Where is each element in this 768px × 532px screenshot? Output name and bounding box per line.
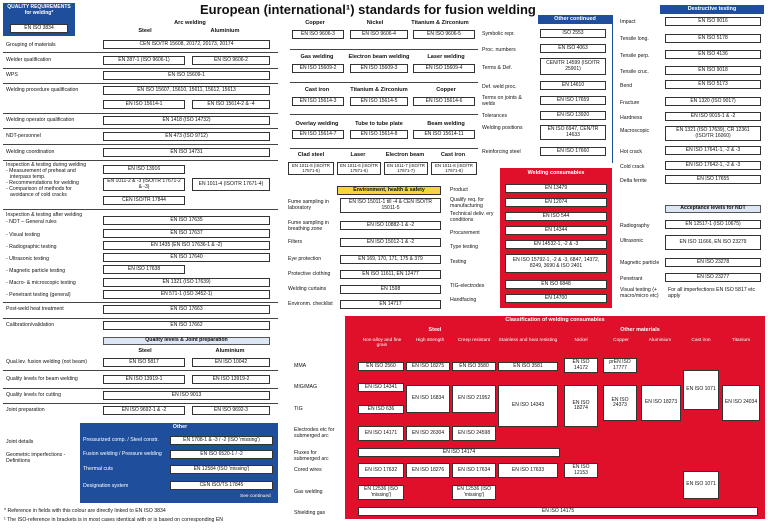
class-col-header: Nickel	[574, 338, 588, 343]
class-cell-mt_8: EN ISO 1071	[683, 370, 719, 410]
ndt-personnel-value: EN 473 (ISO 9712)	[103, 132, 270, 141]
prod-7: TIG-electrodes	[450, 283, 485, 289]
label-coordination: Welding coordination	[6, 149, 55, 155]
prod-6-value: EN ISO 15792-1, -2 & -3, 6847, 14372, 8249, 3690 & ISO 2401	[505, 254, 607, 273]
insp-line-2: interpass temp.	[10, 174, 46, 180]
label-woq: Welding operator qualification	[6, 117, 75, 123]
dt-5: Bend	[620, 83, 633, 89]
label-inspection-during: Inspection & testing during welding	[6, 162, 87, 168]
after-line-6: - Macro- & microscopic testing	[6, 280, 76, 286]
ehs-f1: Fume sampling in laboratory	[288, 199, 329, 211]
ehs-f2-value: EN ISO 10882-1 & -2	[340, 221, 441, 230]
quality-requirements-title: QUALITY REQUIREMENTS for welding*	[7, 4, 71, 16]
mid-nickel: Nickel	[366, 20, 384, 26]
prod-4: Procurement	[450, 230, 480, 236]
classification-title: Classification of welding consumables	[505, 317, 605, 323]
wpq-steel-value: EN ISO 15614-1	[103, 100, 185, 109]
label-calibration: Calibration/validation	[6, 322, 55, 328]
wps-value: EN ISO 15609-1	[103, 71, 270, 80]
na-2-value: EN ISO 11666, EN ISO 23279	[665, 235, 761, 250]
insp-v4: CEN ISO/TR 17844	[103, 196, 185, 205]
class-cell-shield: EN ISO 14175	[358, 507, 758, 516]
class-cell-mt_2: EN ISO 16834	[406, 385, 450, 413]
insp-line-1: - Measurement of preheat and	[6, 168, 76, 174]
class-cell-mt_9: EN ISO 24034	[722, 385, 760, 421]
dt-8: Macroscopic	[620, 128, 650, 134]
after-v3: EN 1435 (EN ISO 17636-1 & -2)	[103, 241, 270, 250]
ql-steel-header: Steel	[138, 348, 152, 354]
dt-10: Cold crack	[620, 164, 645, 170]
ql-row1-steel: EN ISO 5817	[103, 358, 185, 367]
arc-welding-header: Arc welding	[174, 20, 206, 26]
after-line-7: - Penetrant testing (general)	[6, 292, 71, 298]
mid-k2: EN ISO 15614-5	[350, 97, 408, 106]
ql-row2-al: EN ISO 13919-2	[192, 375, 270, 384]
mid-tiz: Titanium & Zirconium	[350, 87, 408, 93]
pwht-value: EN ISO 17663	[103, 305, 270, 314]
insp-line-4: - Comparison of methods for	[6, 186, 72, 192]
ehs-f3: Filters	[288, 239, 303, 245]
after-line-5: - Magnetic particle testing	[6, 268, 66, 274]
after-line-1: - NDT – General rules	[6, 219, 57, 225]
author: Mathias Lundin, Swedish Welding Commission, December 2012	[578, 521, 726, 527]
sym-4-value: EN 14610	[540, 81, 606, 90]
calibration-value: EN ISO 17662	[103, 321, 270, 330]
class-col-header: High strength	[415, 338, 445, 343]
insp-v1: EN ISO 13916	[103, 165, 185, 174]
wpq-value: EN ISO 15607, 15610, 15611, 15612, 15613	[103, 86, 270, 95]
mid-gas: Gas welding	[300, 54, 334, 60]
ql-row3-label: Quality levels for cutting	[6, 392, 62, 398]
class-cell-mt_6: EN ISO 24373	[603, 385, 637, 421]
prod-8-value: EN 14700	[505, 294, 607, 303]
ql-row3-value: EN ISO 9013	[103, 391, 270, 400]
class-cell-cw_1: EN ISO 17632	[358, 463, 404, 478]
prod-7-value: EN ISO 6848	[505, 280, 607, 289]
dt-11: Delta ferrite	[620, 178, 647, 184]
prod-2-value: EN 12074	[505, 198, 607, 207]
na-4-value: EN ISO 23277	[665, 273, 761, 282]
class-row-label: Electrodes etc for submerged arc	[294, 427, 335, 439]
na-2: Ultrasonic	[620, 238, 644, 244]
sym-3: Terms & Def.	[482, 65, 512, 71]
label-grouping: Grouping of materials	[6, 42, 56, 48]
other-o3-value: EN 12584 (ISO 'missing')	[170, 465, 273, 474]
na-3-value: EN ISO 23278	[665, 258, 761, 267]
mid-clad: Clad steel	[297, 152, 325, 158]
other-block	[80, 423, 278, 503]
other-o3: Thermal cuts	[83, 466, 113, 472]
class-cell-cw_4: EN ISO 17633	[498, 463, 558, 478]
dt-3-value: EN ISO 4136	[665, 50, 761, 59]
class-cell-mt_7: EN ISO 18273	[641, 385, 681, 421]
class-cell-mma_4: EN ISO 3581	[498, 362, 558, 371]
insp-line-3: - Recommendations for welding	[6, 180, 79, 186]
class-cell-cw_3: EN ISO 17634	[452, 463, 496, 478]
mid-o3: EN ISO 15614-11	[413, 130, 475, 139]
mid-copper: Copper	[305, 20, 325, 26]
insp-line-5: avoidance of cold cracks	[10, 192, 67, 198]
sym-6: Tolerances	[482, 113, 508, 119]
ql-row2-steel: EN ISO 13919-1	[103, 375, 185, 384]
class-cell-mma_1: EN ISO 2560	[358, 362, 404, 371]
arc-aluminium-header: Aluminium	[210, 28, 240, 34]
ql-row4-label: Joint preparation	[6, 407, 45, 413]
mid-las: Laser	[350, 152, 366, 158]
class-col-header: Cast iron	[691, 338, 711, 343]
mid-bw: Beam welding	[427, 121, 465, 127]
class-row-label: Shielding gas	[294, 510, 326, 516]
dt-7: Hardness	[620, 115, 643, 121]
see-continued: See continued	[240, 494, 271, 499]
footnote-2: ¹ The ISO-reference in brackets is in most cases identical with or is based on corresponding EN	[4, 517, 224, 523]
dt-7-value: EN ISO 9015-1 & -2	[665, 112, 761, 121]
other-title: Other	[172, 424, 188, 430]
mid-cu: Copper	[436, 87, 456, 93]
class-cell-sa_1: EN ISO 14171	[358, 426, 404, 441]
other-o1: Pressurized comp. / Steel constr.	[83, 437, 159, 443]
update-line	[422, 522, 521, 528]
sym-8: Reinforcing steel	[482, 149, 521, 155]
class-cell-mma_3: EN ISO 3580	[452, 362, 496, 371]
ehs-f6: Welding curtains	[288, 286, 327, 292]
ndt-accept-header: Acceptance levels for NDT	[665, 205, 761, 213]
other-o2-value: EN ISO 6520-1 / -2	[170, 450, 273, 459]
class-col-header: Copper	[613, 338, 629, 343]
sym-8-value: EN ISO 17660	[540, 147, 606, 156]
class-cell-cw_5: EN ISO 12153	[564, 463, 598, 478]
label-ndt-personnel: NDT-personnel	[6, 133, 41, 139]
mid-d2: EN 1011-6 (ISO/TR 17671-6)	[337, 162, 381, 175]
class-col-header: Stainless and heat resisting	[498, 338, 558, 343]
after-v6: EN 1321 (ISO 17639)	[103, 278, 270, 287]
class-row-label: Gas welding	[294, 489, 323, 495]
mid-laser: Laser welding	[427, 54, 465, 60]
after-v2: EN ISO 17637	[103, 229, 270, 238]
class-row-label: Fluxes for submerged arc	[294, 450, 329, 462]
ehs-f2: Fume sampling in breathing zone	[288, 220, 329, 232]
mid-titanium: Titanium & Zirconium	[411, 20, 469, 26]
insp-v3: EN 1011-4 (ISO/TR 17671-4)	[192, 178, 270, 191]
dt-9-value: EN ISO 17641-1, -2 & -3	[665, 146, 761, 155]
footnote-1: * Reference in fields with this colour are directly linked to EN ISO 3834	[4, 508, 166, 514]
na-4: Penetrant	[620, 276, 643, 282]
dt-4: Tensile cruc.	[620, 69, 649, 75]
dt-1: Impact	[620, 19, 636, 25]
ehs-f7: Environm. checklist	[288, 301, 333, 307]
class-cell-mt_5: EN ISO 18274	[564, 385, 598, 427]
class-cell-tig_1: EN ISO 636	[358, 405, 404, 414]
ehs-f3-value: EN ISO 15012-1 & -2	[340, 238, 441, 247]
class-cell-mma_5: EN ISO 14172	[564, 358, 598, 373]
sym-4: Def. weld proc.	[482, 84, 517, 90]
ehs-f4-value: EN 169, 170, 171, 175 & 379	[340, 255, 441, 264]
other-continued-header: Other continued	[538, 15, 612, 24]
insp-v2: EN 1011-2 & -3 (ISO/TR 17671-2 & -3)	[103, 178, 185, 191]
iso3834-box: EN ISO 3834	[10, 24, 68, 33]
ql-row1-al: EN ISO 10042	[192, 358, 270, 367]
ehs-f5-value: EN ISO 11611, EN 12477	[340, 270, 441, 279]
quality-levels-header: Quality levels & Joint preparation	[103, 337, 270, 345]
ql-row4-al: EN ISO 9692-3	[192, 406, 270, 415]
ql-row1-label: Qual.lev. fusion welding (not beam)	[6, 359, 87, 365]
class-col-header: Non-alloy and fine grain	[362, 338, 402, 349]
mid-ow: Overlay welding	[295, 121, 339, 127]
mid-ebm: Electron beam	[385, 152, 425, 158]
mid-k1: EN ISO 15614-3	[292, 97, 344, 106]
class-cell-cw_8: EN ISO 1071	[683, 471, 719, 499]
dt-6: Fracture	[620, 100, 640, 106]
ehs-header: Environment, health & safety	[337, 186, 441, 195]
na-3: Magnetic particle	[620, 260, 660, 266]
sym-5-value: EN ISO 17659	[540, 96, 606, 105]
dt-10-value: EN ISO 17642-1, -2 & -3	[665, 161, 761, 170]
dt-11-value: EN ISO 17655	[665, 175, 761, 184]
other-o4: Designation system	[83, 483, 129, 489]
prod-2: Qualify req. for manufacturing	[450, 197, 485, 209]
destructive-header: Destructive testing	[660, 5, 764, 14]
class-col-header: Aluminium	[648, 338, 672, 343]
sym-7-value: EN ISO 6947, CEN/TR 14633	[540, 125, 606, 140]
other-o4-value: CEN ISO/TS 17845	[170, 481, 273, 490]
class-row-label: MMA	[294, 363, 307, 369]
dt-5-value: EN ISO 5173	[665, 80, 761, 89]
sym-7: Welding positions	[482, 125, 523, 131]
prod-3: Technical deliv. ery conditions	[450, 211, 494, 223]
ql-al-header: Aluminium	[215, 348, 245, 354]
dt-6-value: EN 1320 (ISO 9017)	[665, 97, 761, 106]
woq-value: EN 1418 (ISO 14732)	[103, 116, 270, 125]
label-wpq: Welding procedure qualification	[6, 87, 79, 93]
after-v7: EN 571-1 (ISO 3452-1)	[103, 290, 270, 299]
mid-o2: EN ISO 15614-8	[350, 130, 408, 139]
na-1-value: EN 12517-1 (ISO 10675)	[665, 220, 761, 229]
ehs-f4: Eye protection	[288, 256, 322, 262]
mid-c1: EN ISO 9606-3	[292, 30, 344, 39]
ehs-f6-value: EN 1598	[340, 285, 441, 294]
mid-d3: EN 1011-7 (ISO/TR 17671-7)	[384, 162, 428, 175]
welder-steel-value: EN 287-1 (ISO 9606-1)	[103, 56, 185, 65]
consumables-title: Welding consumables	[527, 170, 585, 176]
label-geom2: Definitions	[6, 458, 31, 464]
class-steel: Steel	[428, 327, 442, 333]
label-geom1: Geometric imperfections -	[6, 452, 66, 458]
class-row-label: MIG/MAG	[294, 384, 318, 390]
mid-d1: EN 1011-5 (ISO/TR 17671-5)	[288, 162, 334, 175]
label-wps: WPS	[6, 72, 18, 78]
page-title: European (international¹) standards for fusion welding	[200, 2, 536, 17]
label-joint-details: Joint details	[6, 439, 34, 445]
dt-2-value: EN ISO 5178	[665, 34, 761, 43]
ehs-f1-value: EN ISO 15011-1 till -4 & CEN ISO/TR 15011-5	[340, 198, 441, 213]
ehs-f5: Protective clothing	[288, 271, 331, 277]
class-cell-gw_3: EN 12536 (ISO 'missing')	[452, 485, 496, 500]
na-5: Visual testing (+ macro/micro etc)	[620, 287, 659, 299]
prod-8: Handfacing	[450, 297, 477, 303]
mid-c3: EN ISO 9606-5	[413, 30, 475, 39]
na-1: Radiography	[620, 223, 650, 229]
dt-4-value: EN ISO 9018	[665, 66, 761, 75]
class-cell-mt_3: EN ISO 21952	[452, 385, 496, 413]
class-cell-mt_4: EN ISO 14343	[498, 385, 558, 427]
welder-al-value: EN ISO 9606-2	[192, 56, 270, 65]
ql-row2-label: Quality levels for beam welding	[6, 376, 78, 382]
mid-cast: Cast iron	[304, 87, 330, 93]
after-v5: EN ISO 17638	[103, 265, 185, 274]
sym-2-value: EN ISO 4063	[540, 44, 606, 53]
class-other: Other materials	[620, 327, 660, 333]
class-cell-sa_3: EN ISO 24598	[452, 426, 496, 441]
sym-2: Proc. numbers	[482, 47, 516, 53]
ql-row4-steel: EN ISO 9692-1 & -2	[103, 406, 185, 415]
coordination-value: EN ISO 14731	[103, 148, 270, 157]
ehs-f7-value: EN 14717	[340, 300, 441, 309]
arc-steel-header: Steel	[138, 28, 152, 34]
wpq-al-value: EN ISO 15614-2 & -4	[192, 100, 270, 109]
grouping-value: CEN ISO/TR 15608, 20172, 20173, 20174	[103, 40, 270, 49]
mid-g1: EN ISO 15609-2	[292, 64, 344, 73]
label-inspection-after: Inspection & testing after welding	[6, 212, 83, 218]
after-v4: EN ISO 17640	[103, 253, 270, 262]
class-cell-mig_1: EN ISO 14341	[358, 383, 404, 392]
class-col-header: Titanium	[731, 338, 751, 343]
dt-3: Tensile perp.	[620, 53, 650, 59]
other-o1-value: EN 1708-1 & -3 / -2 (ISO 'missing')	[170, 436, 273, 445]
other-o2: Fusion welding / Pressure welding	[83, 451, 162, 457]
class-row-label: Cored wires	[294, 467, 322, 473]
class-cell-cw_2: EN ISO 18276	[406, 463, 450, 478]
mid-c2: EN ISO 9606-4	[350, 30, 408, 39]
sym-6-value: EN ISO 13920	[540, 111, 606, 120]
sym-3-value: CEN/TR 14599 (ISO/TR 25901)	[540, 58, 606, 75]
label-welder-qualification: Welder qualification	[6, 57, 52, 63]
class-cell-mma_6: prEN ISO 17777	[603, 358, 637, 373]
class-cell-mma_2: EN ISO 18275	[406, 362, 450, 371]
after-line-2: - Visual testing	[6, 232, 40, 238]
class-cell-sa_2: EN ISO 26304	[406, 426, 450, 441]
dt-9: Hot crack	[620, 149, 642, 155]
after-v1: EN ISO 17635	[103, 216, 270, 225]
mid-d4: EN 1011-8 (ISO/TR 17671-8)	[431, 162, 477, 175]
prod-1: Product	[450, 187, 468, 193]
sym-5: Terms on joints & welds	[482, 95, 522, 107]
na-5-value: For all imperfections EN ISO 5817 etc apply	[668, 287, 756, 299]
after-line-4: - Ultrasonic testing	[6, 256, 49, 262]
prod-5: Type testing	[450, 244, 478, 250]
mid-g2: EN ISO 15609-3	[350, 64, 408, 73]
mid-g3: EN ISO 15609-4	[413, 64, 475, 73]
class-col-header: Creep resistant	[457, 338, 491, 343]
dt-2: Tensile long.	[620, 36, 649, 42]
label-pwht: Post-weld heat treatment	[6, 306, 64, 312]
prod-1-value: EN 13479	[505, 184, 607, 193]
mid-ttp: Tube to tube plate	[355, 121, 403, 127]
dt-8-value: EN 1321 (ISO 17639), CR 12361 (ISO/TR 16060)	[665, 126, 761, 141]
mid-eb: Electron beam welding	[348, 54, 410, 60]
mid-o1: EN ISO 15614-7	[292, 130, 344, 139]
mid-ci: Cast iron	[440, 152, 466, 158]
prod-6: Testing	[450, 259, 467, 265]
sym-1-value: ISO 2553	[540, 29, 606, 38]
sym-1: Symbolic repr.	[482, 31, 515, 37]
prod-5-value: EN 14532-1, -2 & -3	[505, 240, 607, 249]
class-cell-gw_1: EN 12536 (ISO 'missing')	[358, 485, 404, 500]
prod-3-value: EN ISO 544	[505, 212, 607, 221]
update-link[interactable]: www.svets.se/overview	[467, 521, 522, 527]
mid-k3: EN ISO 15614-6	[413, 97, 475, 106]
prod-4-value: EN 14344	[505, 226, 607, 235]
update-prefix: Update available at	[422, 521, 468, 527]
class-row-label: TIG	[294, 406, 303, 412]
dt-1-value: EN ISO 9016	[665, 17, 761, 26]
after-line-3: - Radiographic testing	[6, 244, 57, 250]
class-cell-flux: EN ISO 14174	[358, 448, 560, 457]
